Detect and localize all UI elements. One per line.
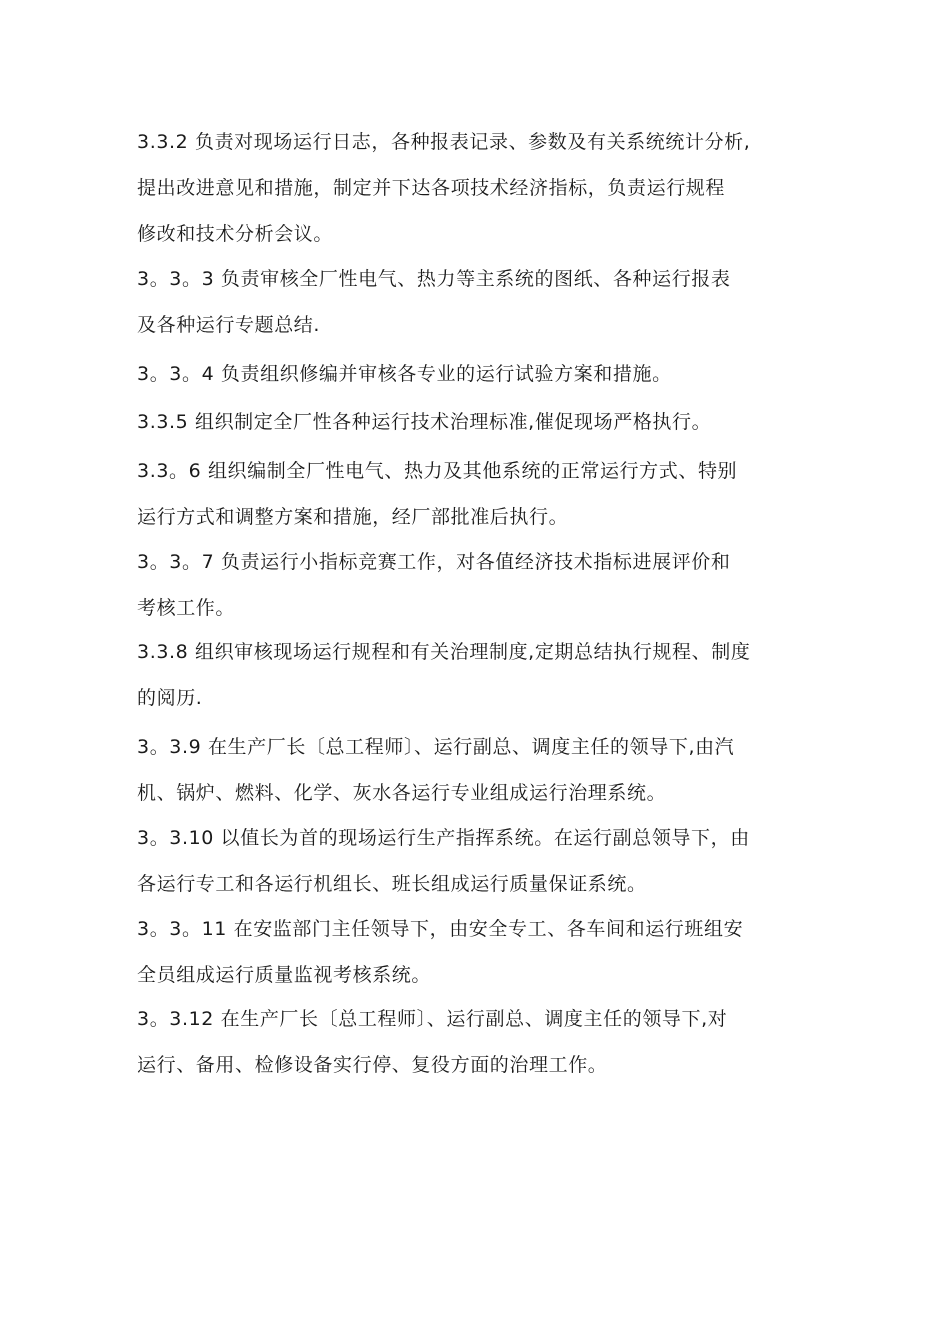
- paragraph-3-3-9-line-1: 3。3.9 在生产厂长〔总工程师〕、运行副总、调度主任的领导下,由汽: [137, 736, 735, 758]
- paragraph-3-3-5-line-1: 3.3.5 组织制定全厂性各种运行技术治理标准,催促现场严格执行。: [137, 411, 712, 433]
- paragraph-3-3-2-line-3: 修改和技术分析会议。: [137, 223, 334, 245]
- paragraph-3-3-11-line-2: 全员组成运行质量监视考核系统。: [137, 964, 432, 986]
- paragraph-3-3-6-line-1: 3.3。6 组织编制全厂性电气、热力及其他系统的正常运行方式、特别: [137, 460, 738, 482]
- paragraph-3-3-3-line-2: 及各种运行专题总结.: [137, 314, 321, 336]
- paragraph-3-3-11-line-1: 3。3。11 在安监部门主任领导下，由安全专工、各车间和运行班组安: [137, 918, 744, 940]
- paragraph-3-3-8-line-2: 的阅历.: [137, 687, 203, 709]
- paragraph-3-3-10-line-2: 各运行专工和各运行机组长、班长组成运行质量保证系统。: [137, 873, 647, 895]
- paragraph-3-3-9-line-2: 机、锅炉、燃料、化学、灰水各运行专业组成运行治理系统。: [137, 782, 667, 804]
- paragraph-3-3-7-line-2: 考核工作。: [137, 597, 236, 619]
- paragraph-3-3-4-line-1: 3。3。4 负责组织修编并审核各专业的运行试验方案和措施。: [137, 363, 672, 385]
- paragraph-3-3-10-line-1: 3。3.10 以值长为首的现场运行生产指挥系统。在运行副总领导下，由: [137, 827, 750, 849]
- paragraph-3-3-7-line-1: 3。3。7 负责运行小指标竞赛工作，对各值经济技术指标进展评价和: [137, 551, 731, 573]
- paragraph-3-3-2-line-2: 提出改进意见和措施，制定并下达各项技术经济指标，负责运行规程: [137, 177, 726, 199]
- paragraph-3-3-6-line-2: 运行方式和调整方案和措施，经厂部批准后执行。: [137, 506, 569, 528]
- paragraph-3-3-12-line-2: 运行、备用、检修设备实行停、复役方面的治理工作。: [137, 1054, 608, 1076]
- paragraph-3-3-8-line-1: 3.3.8 组织审核现场运行规程和有关治理制度,定期总结执行规程、制度: [137, 641, 751, 663]
- paragraph-3-3-12-line-1: 3。3.12 在生产厂长〔总工程师〕、运行副总、调度主任的领导下,对: [137, 1008, 728, 1030]
- paragraph-3-3-3-line-1: 3。3。3 负责审核全厂性电气、热力等主系统的图纸、各种运行报表: [137, 268, 731, 290]
- paragraph-3-3-2-line-1: 3.3.2 负责对现场运行日志，各种报表记录、参数及有关系统统计分析,: [137, 131, 751, 153]
